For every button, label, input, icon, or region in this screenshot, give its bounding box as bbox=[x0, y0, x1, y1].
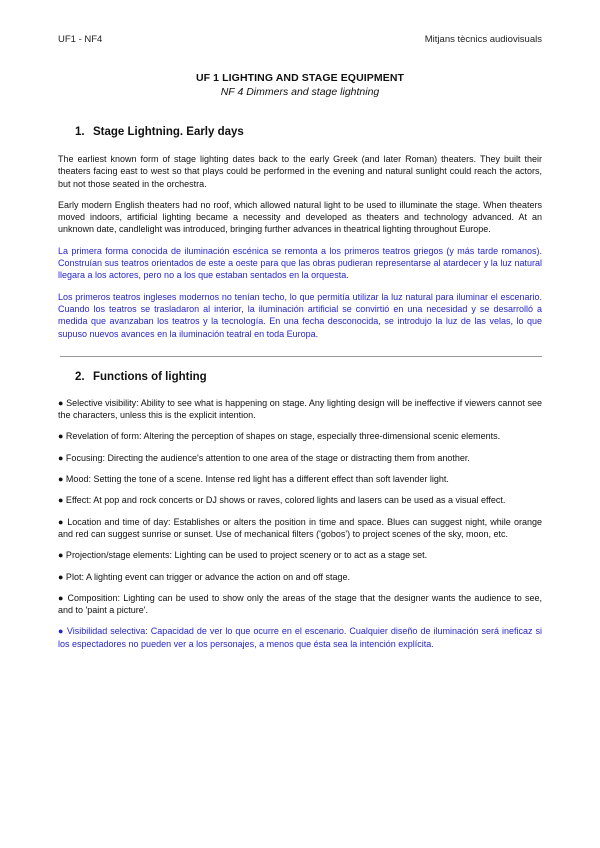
section-title: Functions of lighting bbox=[93, 370, 207, 383]
bullet-focusing: ● Focusing: Directing the audience's attention to one area of the stage or distracting them from another. bbox=[58, 452, 470, 463]
bullet-location-time: ● Location and time of day: Establishes or alters the position in time and space. Blues can suggest night, while orange and red can suggest sunrise or sunset. Use of mechanical filters ('gobos') to project scenes of the sky, moon, etc. bbox=[58, 516, 542, 539]
section-divider bbox=[60, 356, 542, 357]
bullet-mood: ● Mood: Setting the tone of a scene. Intense red light has a different effect than soft lavender light. bbox=[58, 474, 449, 485]
running-header-course: UF1 - NF4 bbox=[58, 34, 103, 45]
document-body bbox=[58, 72, 542, 650]
paragraph-es-1: La primera forma conocida de iluminación escénica se remonta a los primeros teatros griegos (y más tarde romanos). Construían sus teatros orientados de este a oeste para que las obras pudieran representarse al atardecer y la luz natural llegara a los actores, pero no a los que estaban sentados en la orquesta. bbox=[58, 245, 542, 281]
paragraph-en-1: The earliest known form of stage lighting dates back to the early Greek (and later Roman) theaters. They built their theaters facing east to west so that plays could be performed in the evening and natural sunlight could reach the actors, but not those seated in the orchestra. bbox=[58, 154, 542, 189]
section-heading-functions bbox=[75, 370, 542, 384]
bullet-selective-visibility: ● Selective visibility: Ability to see what is happening on stage. Any lighting design will be ineffective if viewers cannot see the characters, unless this is the explicit intention. bbox=[58, 397, 542, 421]
bullet-es-visibilidad-selectiva: ● Visibilidad selectiva: Capacidad de ver lo que ocurre en el escenario. Cualquier diseño de iluminación será ineficaz si los espectadores no pueden ver a los personajes, a menos que ésta sea la intención explícita. bbox=[58, 626, 542, 649]
running-header-subject: Mitjans tècnics audiovisuals bbox=[424, 34, 542, 45]
paragraph-es-2: Los primeros teatros ingleses modernos no tenían techo, lo que permitía utilizar la luz natural para iluminar el escenario. Cuando los teatros se trasladaron al interior, la iluminación artificial se convirtió en una necesidad y se desarrolló a medida que avanzaban los teatros y la tecnología. En una fecha desconocida, se introdujo la luz de las velas, lo que supuso nuevos avances en la iluminación teatral en toda Europa. bbox=[58, 291, 542, 339]
bullet-projection: ● Projection/stage elements: Lighting can be used to project scenery or to act as a stage set. bbox=[58, 550, 428, 561]
paragraph-en-2: Early modern English theaters had no roof, which allowed natural light to be used to illuminate the stage. When theaters moved indoors, artificial lighting became a necessity and developed as theaters and technology advanced. At an unknown date, candlelight was introduced, bringing further advances in theatrical lighting throughout Europe. bbox=[58, 199, 542, 235]
bullet-composition: ● Composition: Lighting can be used to show only the areas of the stage that the designer wants the audience to see, and to 'paint a picture'. bbox=[58, 592, 542, 616]
section-title: Stage Lightning. Early days bbox=[93, 126, 244, 138]
bullet-revelation-of-form: ● Revelation of form: Altering the perception of shapes on stage, especially three-dimensional scenic elements. bbox=[58, 431, 501, 442]
section-number: 1. bbox=[75, 126, 85, 138]
bullet-effect: ● Effect: At pop and rock concerts or DJ shows or raves, colored lights and lasers can be used as a visual effect. bbox=[58, 495, 506, 506]
bullet-plot: ● Plot: A lighting event can trigger or advance the action on and off stage. bbox=[58, 571, 350, 582]
section-number: 2. bbox=[75, 370, 85, 383]
section-heading-stage-lightning bbox=[75, 125, 542, 139]
document-subtitle: NF 4 Dimmers and stage lightning bbox=[220, 86, 380, 98]
document-title: UF 1 LIGHTING AND STAGE EQUIPMENT bbox=[195, 72, 405, 84]
